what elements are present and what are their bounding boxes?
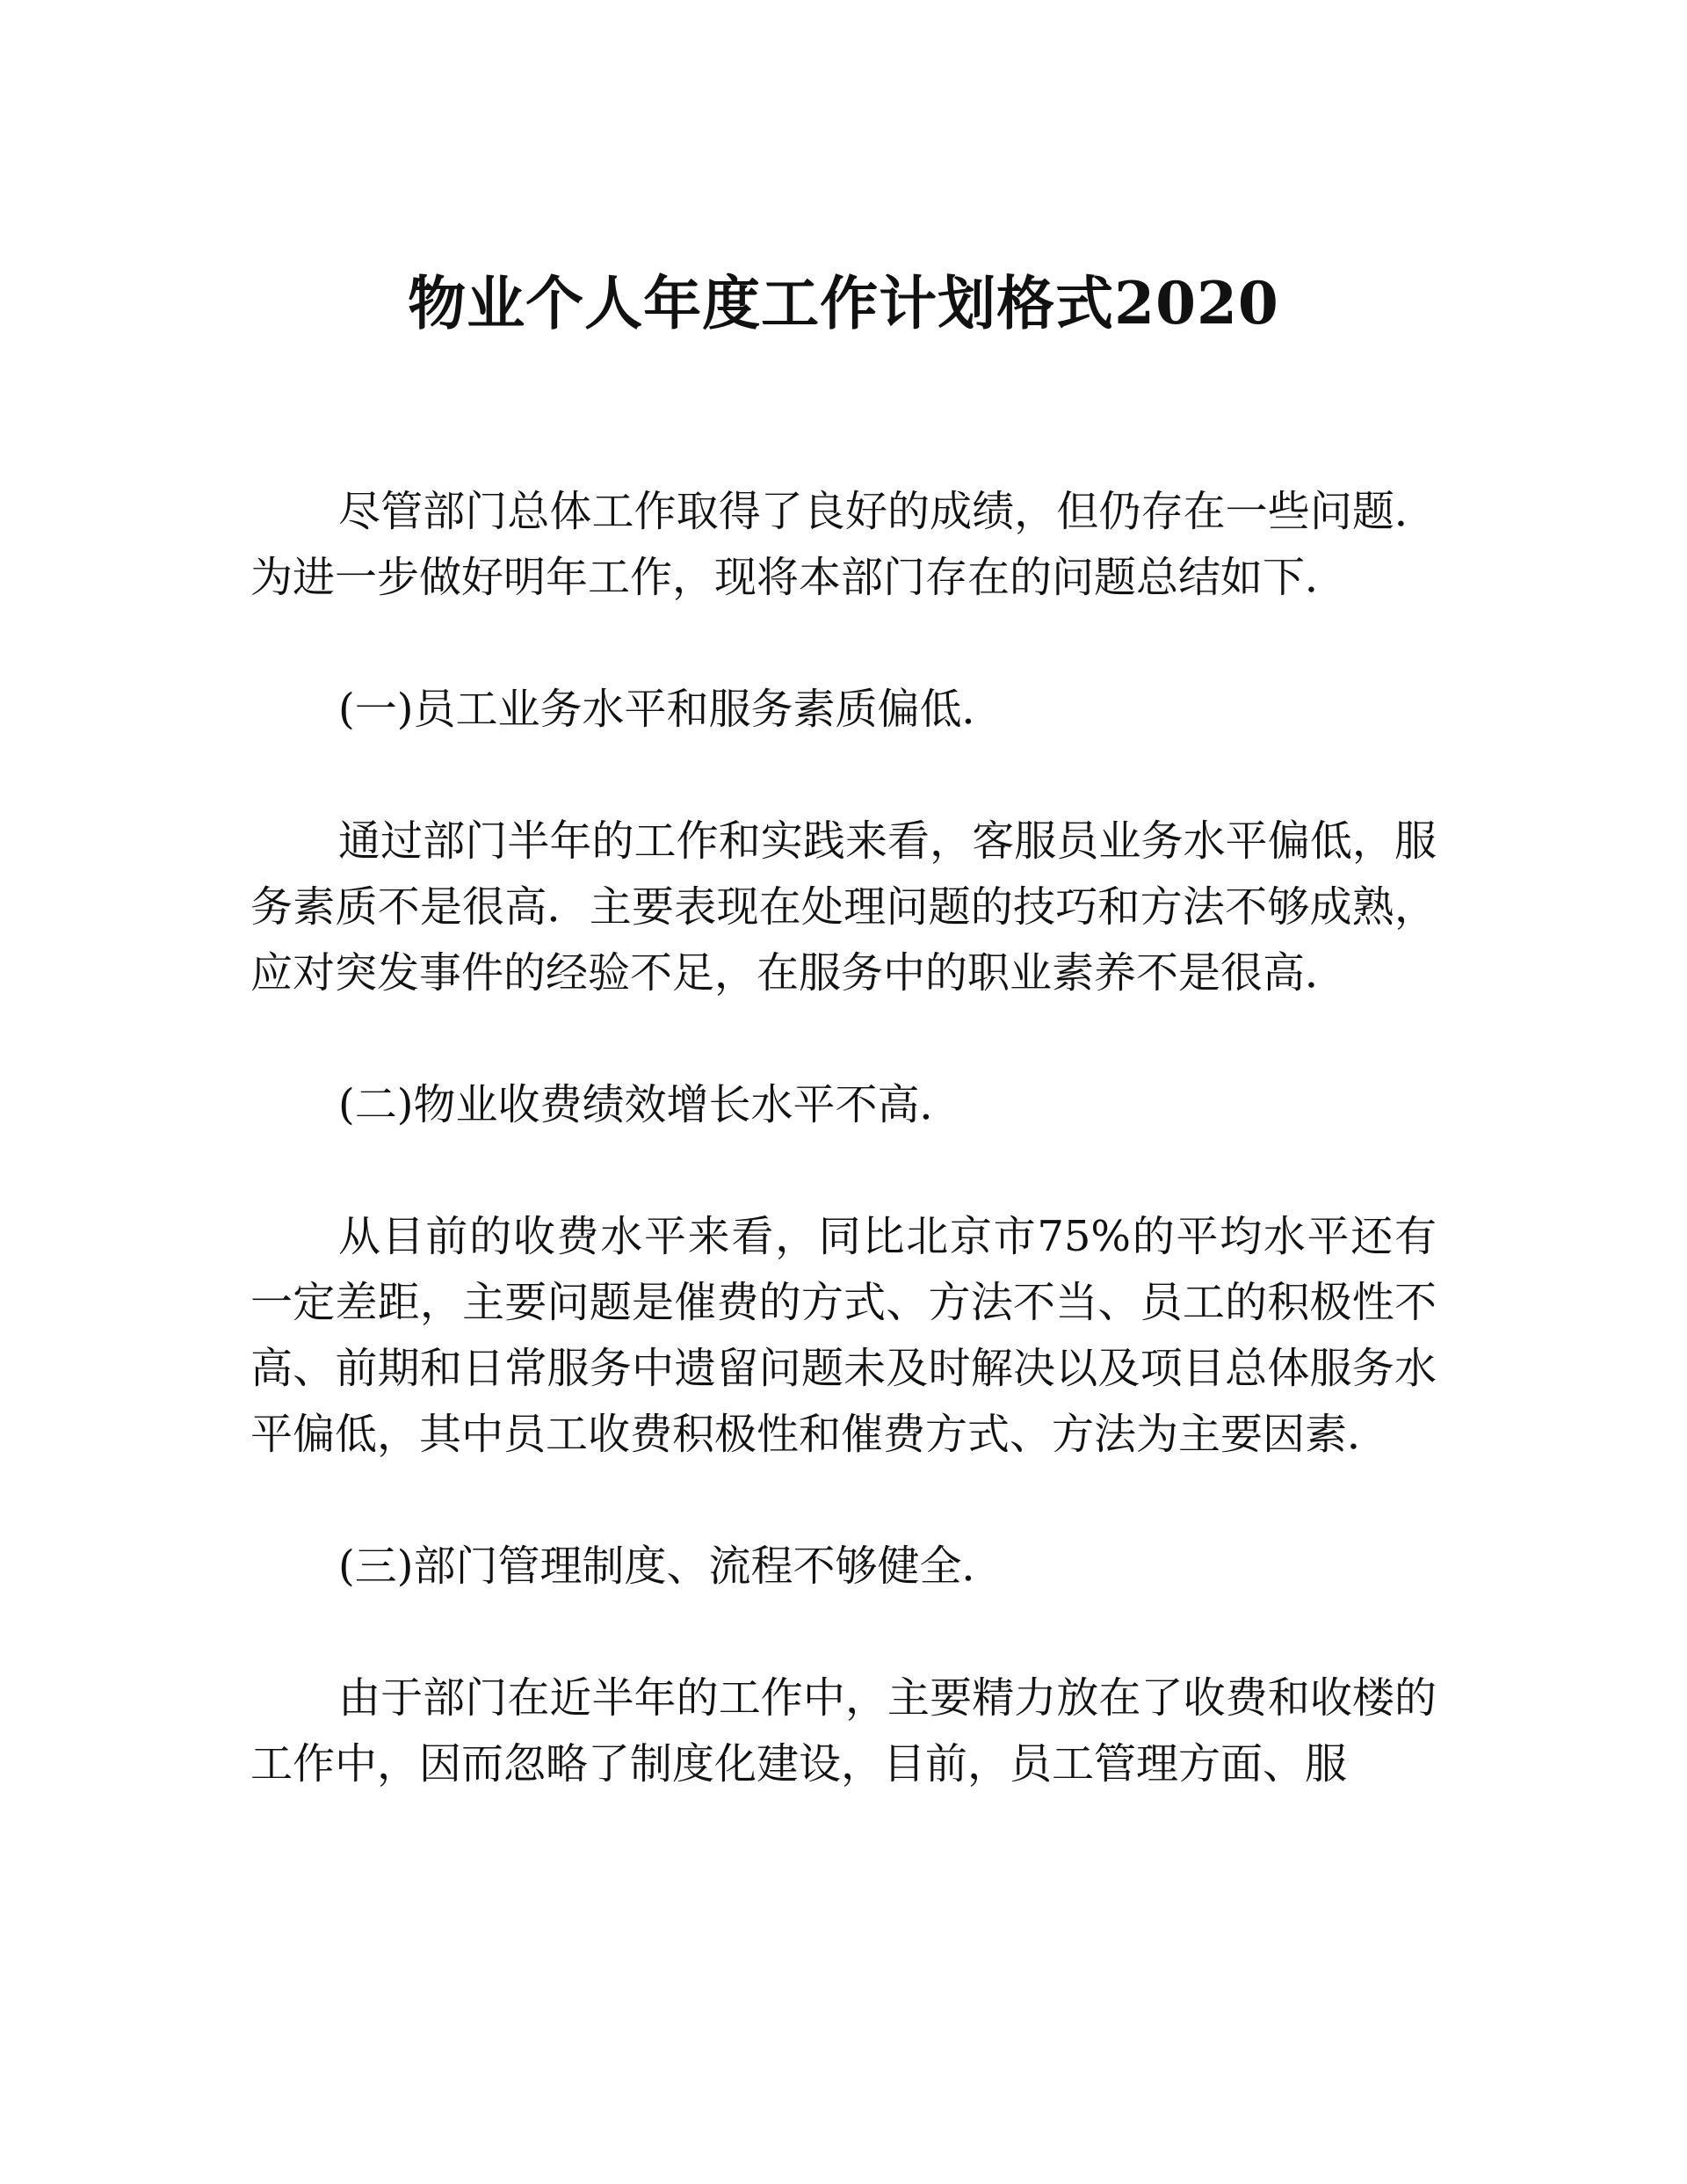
paragraph-section-1: 通过部门半年的工作和实践来看，客服员业务水平偏低，服务素质不是很高．主要表现在处理问题的技巧和方法不够成熟，应对突发事件的经验不足，在服务中的职业素养不是很高．: [250, 816, 1437, 998]
document-body: [250, 479, 1437, 1797]
paragraph-intro: 尽管部门总体工作取得了良好的成绩，但仍存在一些问题．为进一步做好明年工作，现将本部门存在的问题总结如下．: [250, 487, 1437, 602]
section-heading-1: (一)员工业务水平和服务素质偏低．: [338, 685, 1004, 734]
section-heading-2: (二)物业收费绩效增长水平不高．: [338, 1080, 962, 1129]
section-heading-3: (三)部门管理制度、流程不够健全．: [338, 1542, 1004, 1591]
document-title: 物业个人年度工作计划格式2020: [408, 269, 1279, 337]
paragraph-section-2: 从目前的收费水平来看，同比北京市75%的平均水平还有一定差距，主要问题是催费的方式、方法不当、员工的积极性不高、前期和日常服务中遗留问题未及时解决以及项目总体服务水平偏低，其中员工收费积极性和催费方式、方法为主要因素．: [250, 1212, 1437, 1459]
paragraph-section-3: 由于部门在近半年的工作中，主要精力放在了收费和收楼的工作中，因而忽略了制度化建设，目前，员工管理方面、服: [250, 1673, 1437, 1789]
